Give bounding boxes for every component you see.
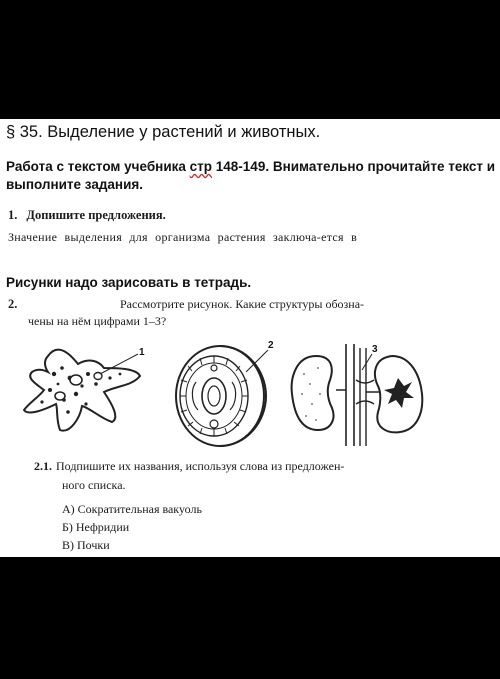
label-2: 2 (268, 340, 274, 351)
task-intro (6, 158, 496, 194)
question-1-number: 1. (8, 208, 18, 222)
question-2-text-line2: чены на нём цифрами 1–3? (28, 314, 167, 328)
question-2-text-line1: Рассмотрите рисунок. Какие структуры обозна- (120, 297, 365, 311)
question-1-title (8, 208, 166, 223)
kidney-illustration (292, 344, 423, 446)
question-2-1-text-line2: ного списка. (62, 478, 126, 492)
question-2-1-number: 2.1. (34, 459, 52, 473)
question-1-heading: Допишите предложения. (26, 208, 166, 222)
worksheet-page (0, 119, 500, 557)
option-b: Б) Нефридии (62, 520, 130, 534)
task-intro-text-start: Работа с текстом учебника (6, 159, 190, 174)
task-intro-text-end: 148-149. Внимательно прочитайте текст и выполните задания. (6, 159, 496, 192)
question-1-text: Значение выделения для организма растения заключа-ется в (8, 230, 358, 244)
option-a: А) Сократительная вакуоль (62, 502, 202, 516)
question-2-number: 2. (8, 297, 18, 311)
label-3: 3 (372, 344, 378, 355)
question-2-1-text-line1: Подпишите их названия, используя слова из предложен- (56, 459, 345, 473)
task-intro-underlined-word: стр (189, 159, 213, 174)
section-heading: § 35. Выделение у растений и животных. (6, 123, 321, 141)
draw-instruction: Рисунки надо зарисовать в тетрадь. (6, 275, 252, 290)
figure-structures (0, 334, 500, 452)
worm-cross-section-illustration (176, 346, 268, 446)
label-1: 1 (139, 347, 145, 358)
question-2-1-title (34, 459, 344, 474)
amoeba-illustration (24, 350, 140, 431)
option-c: В) Почки (62, 538, 110, 552)
